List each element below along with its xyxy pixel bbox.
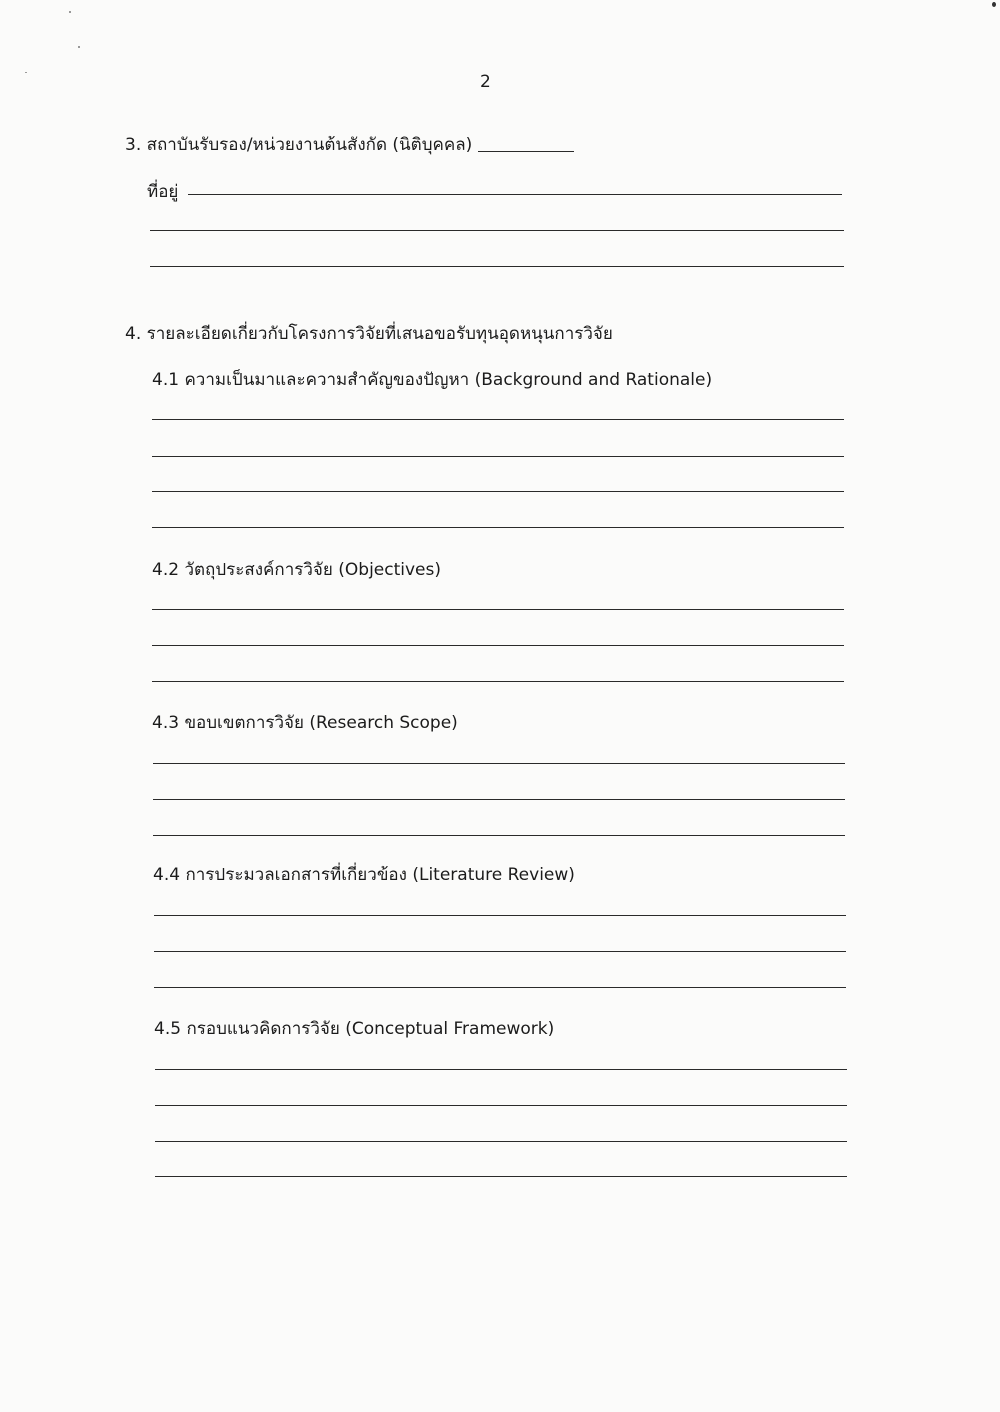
subsection-4-2-heading: 4.2 วัตถุประสงค์การวิจัย (Objectives) — [152, 560, 441, 580]
address-line-1[interactable] — [188, 194, 842, 195]
scan-speck — [25, 72, 27, 73]
objectives-line-2[interactable] — [152, 645, 844, 646]
objectives-line-3[interactable] — [152, 681, 844, 682]
background-line-2[interactable] — [152, 456, 844, 457]
framework-line-3[interactable] — [155, 1141, 847, 1142]
institution-name-blank[interactable] — [478, 151, 574, 152]
subsection-4-1-heading: 4.1 ความเป็นมาและความสำคัญของปัญหา (Background and Rationale) — [152, 370, 713, 390]
page-number: 2 — [480, 72, 491, 92]
scan-speck — [78, 46, 80, 48]
framework-line-2[interactable] — [155, 1105, 847, 1106]
address-line-2[interactable] — [150, 230, 844, 231]
background-line-3[interactable] — [152, 491, 844, 492]
subsection-4-3-heading: 4.3 ขอบเขตการวิจัย (Research Scope) — [152, 713, 458, 733]
literature-line-1[interactable] — [154, 915, 846, 916]
framework-line-4[interactable] — [155, 1176, 847, 1177]
subsection-4-4-heading: 4.4 การประมวลเอกสารที่เกี่ยวข้อง (Literature Review) — [153, 865, 575, 885]
literature-line-2[interactable] — [154, 951, 846, 952]
section-4-heading: 4. รายละเอียดเกี่ยวกับโครงการวิจัยที่เสนอขอรับทุนอุดหนุนการวิจัย — [125, 324, 613, 344]
subsection-4-5-heading: 4.5 กรอบแนวคิดการวิจัย (Conceptual Framework) — [154, 1019, 555, 1039]
scan-speck — [69, 11, 71, 13]
scope-line-2[interactable] — [153, 799, 845, 800]
address-line-3[interactable] — [150, 266, 844, 267]
scope-line-1[interactable] — [153, 763, 845, 764]
address-label: ที่อยู่ — [147, 182, 179, 202]
background-line-4[interactable] — [152, 527, 844, 528]
background-line-1[interactable] — [152, 419, 844, 420]
section-3-heading — [125, 131, 574, 158]
section-3-title: 3. สถาบันรับรอง/หน่วยงานต้นสังกัด (นิติบุคคล) — [125, 135, 473, 155]
framework-line-1[interactable] — [155, 1069, 847, 1070]
literature-line-3[interactable] — [154, 987, 846, 988]
scan-speck — [992, 2, 996, 7]
scope-line-3[interactable] — [153, 835, 845, 836]
objectives-line-1[interactable] — [152, 609, 844, 610]
